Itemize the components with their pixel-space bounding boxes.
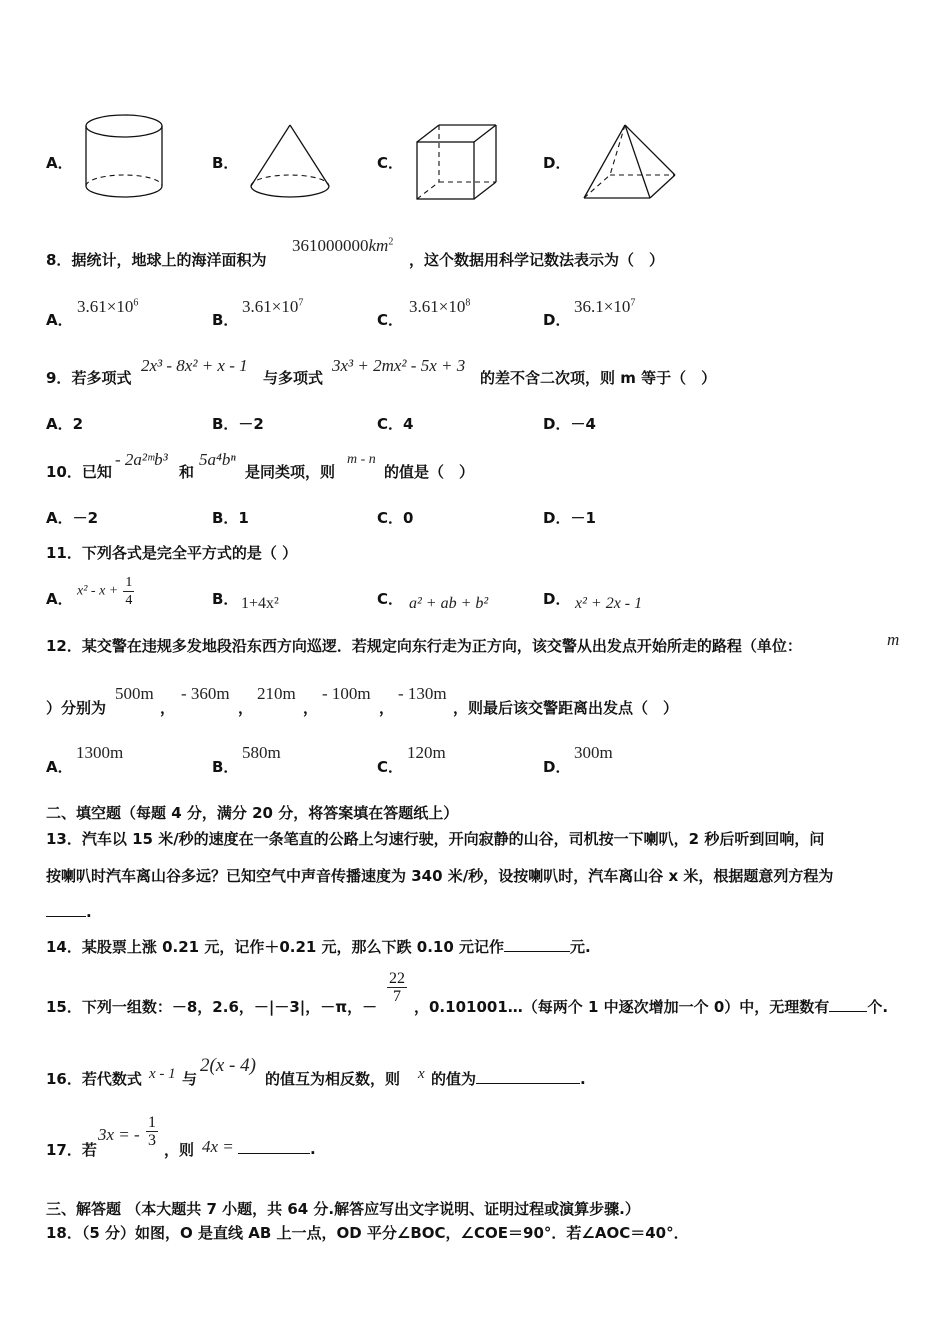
q11-option-d-expr: x² + 2x - 1 xyxy=(575,595,643,612)
q13-line2: 按喇叭时汽车离山谷多远？已知空气中声音传播速度为 340 米/秒，设按喇叭时，汽车离山谷 x 米，根据题意列方程为 xyxy=(46,867,834,885)
q14-question: 14．某股票上涨 0.21 元，记作＋0.21 元，那么下跌 0.10 元记作 元. xyxy=(46,938,591,956)
q15-question-end: ，0.101001…（每两个 1 中逐次增加一个 0）中，无理数有 个. xyxy=(414,998,889,1016)
q11-option-b-label: B． xyxy=(212,590,239,608)
q12-value-3: 210m xyxy=(257,684,296,703)
q8-value: $361000000km^2$ xyxy=(292,236,394,255)
q11-option-b-expr: 1+4x² xyxy=(241,595,279,612)
q16-expr1: x - 1 xyxy=(149,1066,176,1082)
q8-option-d-value: $36.1\times 10^7$ xyxy=(574,297,636,316)
q10-text4: 的值是（ ） xyxy=(384,463,475,481)
q12-value-1: 500m xyxy=(115,684,154,703)
q10-term2: 5a⁴bⁿ xyxy=(199,450,236,469)
q12-question-line2: ）分别为 xyxy=(46,699,107,717)
q12-option-a-label: A． xyxy=(46,758,73,776)
q9-option-d: D．－4 xyxy=(543,415,596,433)
q8-option-b-label: B． xyxy=(212,311,239,329)
q8-option-a-value: $3.61\times 10^6$ xyxy=(77,297,139,316)
q10-text3: 是同类项，则 xyxy=(245,463,336,481)
q10-option-d: D．－1 xyxy=(543,509,596,527)
q13-line1: 13．汽车以 15 米/秒的速度在一条笔直的公路上匀速行驶，开向寂静的山谷，司机按一下喇叭，2 秒后听到回响，问 xyxy=(46,830,825,848)
q12-value-2: - 360m xyxy=(181,684,230,703)
q12-sep-2: ， xyxy=(238,699,254,717)
cube-figure xyxy=(412,120,504,205)
q10-option-c: C．0 xyxy=(377,509,414,527)
q8-question: 8．据统计，地球上的海洋面积为 xyxy=(46,251,267,269)
q12-question-line1: 12．某交警在违规多发地段沿东西方向巡逻．若规定向东行走为正方向，该交警从出发点开始所走的路程（单位： xyxy=(46,637,802,655)
q12-option-b-value: 580m xyxy=(242,743,281,762)
q15-answer-blank[interactable] xyxy=(829,997,867,1012)
q8-option-d-label: D． xyxy=(543,311,571,329)
q12-value-4: - 100m xyxy=(322,684,371,703)
shape-option-b-label: B． xyxy=(212,154,239,172)
q8-option-c-value: $3.61\times 10^8$ xyxy=(409,297,471,316)
shape-option-c-label: C． xyxy=(377,154,404,172)
q16-var: x xyxy=(418,1066,425,1082)
q10-text2: 和 xyxy=(179,463,195,481)
q8-option-a-label: A． xyxy=(46,311,73,329)
q12-option-b-label: B． xyxy=(212,758,239,776)
q9-poly1: 2x³ - 8x² + x - 1 xyxy=(141,356,248,375)
q8-option-b-value: $3.61\times 10^7$ xyxy=(242,297,304,316)
q13-answer-blank[interactable]: . xyxy=(46,902,92,921)
q15-fraction: $\frac{22}{7}$ xyxy=(389,970,405,1005)
q9-text2: 与多项式 xyxy=(263,369,324,387)
q12-option-c-value: 120m xyxy=(407,743,446,762)
q16-text3: 的值互为相反数，则 xyxy=(265,1070,401,1088)
q10-term1: - 2a²ᵐb³ xyxy=(115,450,168,469)
q18-question: 18．（5 分）如图，O 是直线 AB 上一点，OD 平分∠BOC，∠COE＝90°．若∠AOC＝40°． xyxy=(46,1224,689,1242)
q10-expr: m - n xyxy=(347,452,376,467)
q12-sep-4: ， xyxy=(379,699,395,717)
q9-text3: 的差不含二次项，则 m 等于（ ） xyxy=(480,369,717,387)
q16-answer: 的值为 . xyxy=(431,1070,586,1088)
q14-answer-blank[interactable] xyxy=(504,937,570,952)
q9-option-b: B．－2 xyxy=(212,415,264,433)
q12-sep-1: ， xyxy=(160,699,176,717)
q16-text2: 与 xyxy=(182,1070,198,1088)
q12-question-end: ，则最后该交警距离出发点（ ） xyxy=(453,699,679,717)
q17-lhs: 3x = - xyxy=(98,1125,140,1144)
q12-option-c-label: C． xyxy=(377,758,404,776)
q9-option-a: A．2 xyxy=(46,415,84,433)
q15-question-start: 15．下列一组数：－8，2.6，－|－3|，－π，－ xyxy=(46,998,378,1016)
pyramid-figure xyxy=(580,120,680,205)
q9-poly2: 3x³ + 2mx² - 5x + 3 xyxy=(332,356,466,375)
q8-question-end: ，这个数据用科学记数法表示为（ ） xyxy=(409,251,665,269)
q16-question: 16．若代数式 xyxy=(46,1070,142,1088)
q9-option-c: C．4 xyxy=(377,415,414,433)
q10-option-a: A．－2 xyxy=(46,509,99,527)
q11-option-c-label: C． xyxy=(377,590,404,608)
q10-question: 10．已知 xyxy=(46,463,112,481)
shape-option-d-label: D． xyxy=(543,154,571,172)
q17-answer-blank[interactable] xyxy=(238,1139,310,1154)
q12-value-5: - 130m xyxy=(398,684,447,703)
q11-option-a-expr: x² - x + $\frac{1}{4}$ xyxy=(77,575,133,608)
section-3-title: 三、解答题 （本大题共 7 小题，共 64 分.解答应写出文字说明、证明过程或演算步骤.） xyxy=(46,1200,640,1218)
q17-fraction: $\frac{1}{3}$ xyxy=(148,1114,156,1149)
q10-option-b: B．1 xyxy=(212,509,249,527)
q12-option-d-value: 300m xyxy=(574,743,613,762)
q12-option-d-label: D． xyxy=(543,758,571,776)
q17-answer: . xyxy=(238,1139,316,1158)
q12-option-a-value: 1300m xyxy=(76,743,124,762)
q17-question: 17．若 xyxy=(46,1141,97,1159)
q17-rhs: 4x = xyxy=(202,1137,234,1156)
section-2-title: 二、填空题（每题 4 分，满分 20 分，将答案填在答题纸上） xyxy=(46,804,459,822)
q11-option-a-label: A． xyxy=(46,590,73,608)
q9-question: 9．若多项式 xyxy=(46,369,132,387)
q12-sep-3: ， xyxy=(303,699,319,717)
q12-unit: m xyxy=(887,630,900,649)
cylinder-figure xyxy=(80,108,170,203)
q16-answer-blank[interactable] xyxy=(476,1069,580,1084)
q17-text2: ，则 xyxy=(164,1141,195,1159)
q11-option-d-label: D． xyxy=(543,590,571,608)
q11-question: 11．下列各式是完全平方式的是（ ） xyxy=(46,544,298,562)
q11-option-c-expr: a² + ab + b² xyxy=(409,595,489,612)
q16-expr2: 2(x - 4) xyxy=(200,1055,256,1076)
shape-option-a-label: A． xyxy=(46,154,73,172)
cone-figure xyxy=(245,120,335,205)
q8-option-c-label: C． xyxy=(377,311,404,329)
